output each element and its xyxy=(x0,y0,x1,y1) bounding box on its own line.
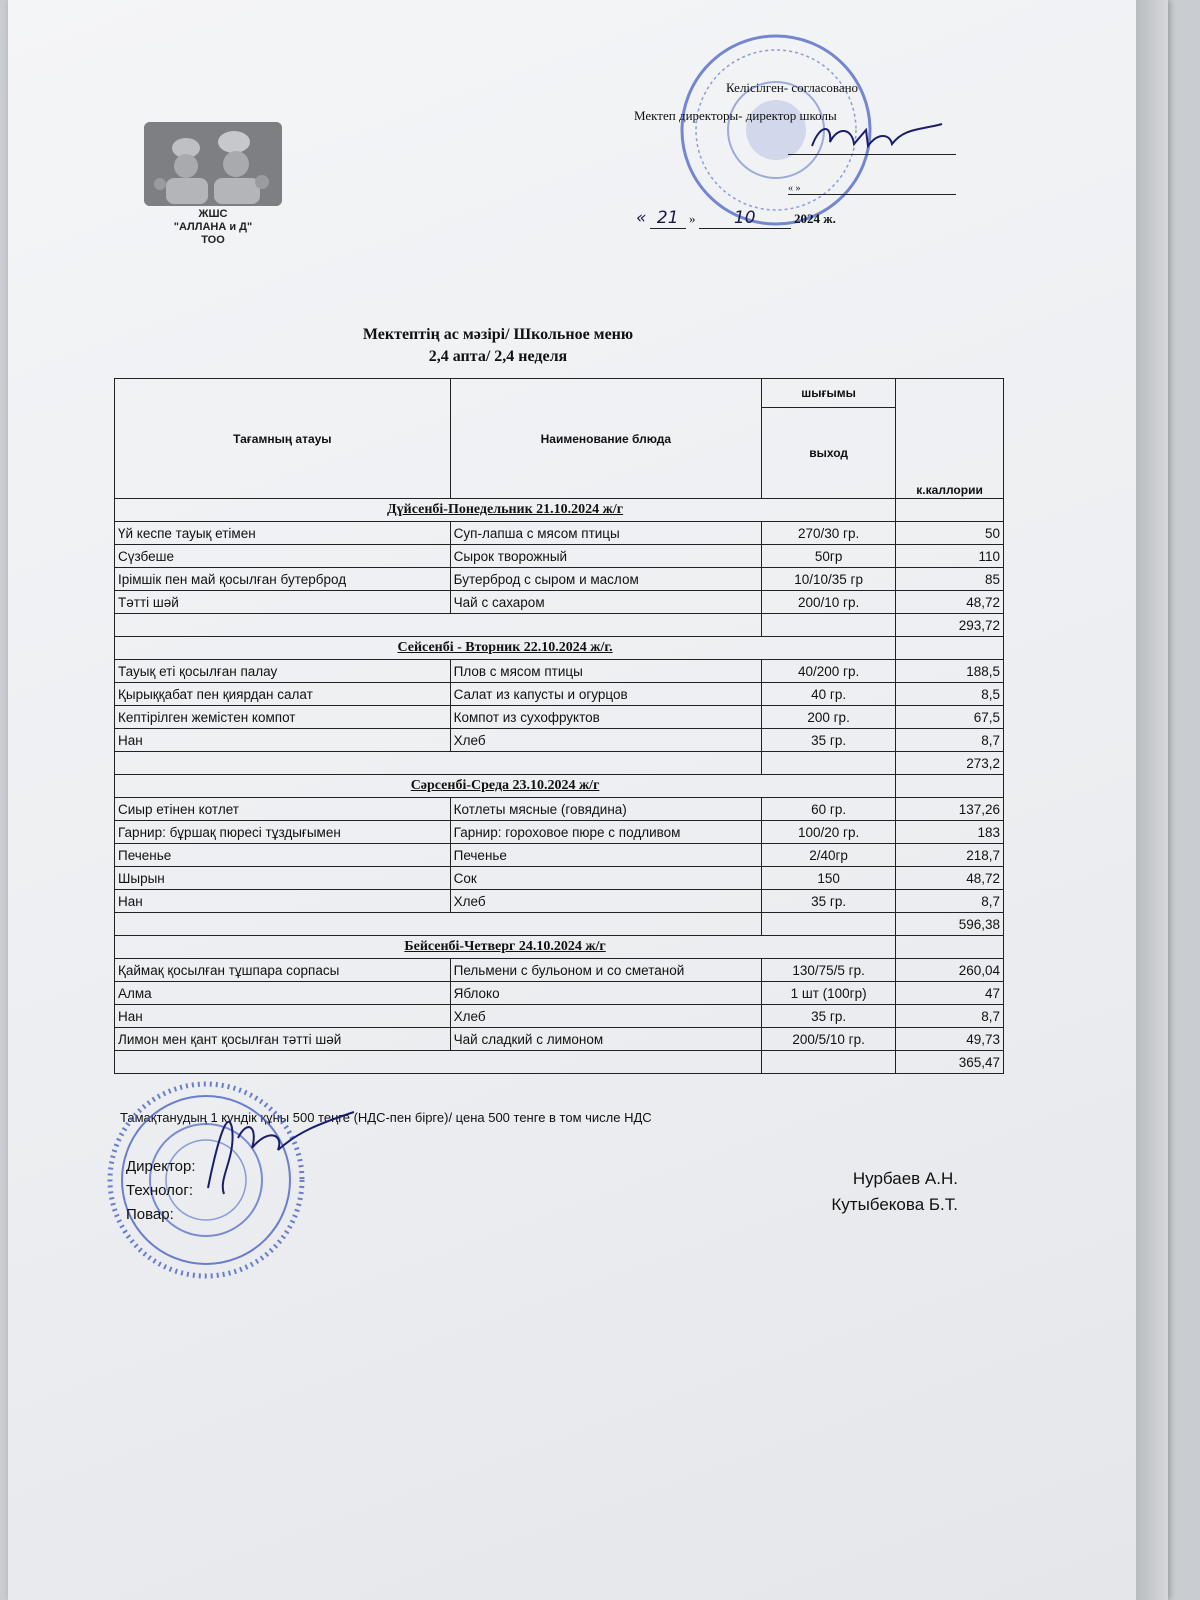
dish-calories: 48,72 xyxy=(896,867,1004,890)
dish-calories: 218,7 xyxy=(896,844,1004,867)
title-line-1: Мектептің ас мәзірі/ Школьное меню xyxy=(362,326,634,343)
logo-line-2: "АЛЛАНА и Д" xyxy=(173,221,253,233)
dish-name-ru: Чай сладкий с лимоном xyxy=(450,1028,761,1051)
table-row xyxy=(115,959,1004,982)
dish-calories: 260,04 xyxy=(896,959,1004,982)
dish-calories: 48,72 xyxy=(896,591,1004,614)
day-title: Бейсенбі-Четверг 24.10.2024 ж/г xyxy=(115,936,896,959)
table-row xyxy=(115,798,1004,821)
dish-name-kz: Кептірілген жемістен компот xyxy=(115,706,451,729)
dish-name-ru: Хлеб xyxy=(450,890,761,913)
dish-portion: 200/5/10 гр. xyxy=(762,1028,896,1051)
dish-portion: 100/20 гр. xyxy=(762,821,896,844)
dish-name-kz: Ірімшік пен май қосылған бутерброд xyxy=(115,568,451,591)
table-row xyxy=(115,1005,1004,1028)
dish-portion: 130/75/5 гр. xyxy=(762,959,896,982)
company-logo xyxy=(138,122,288,247)
day-total-row xyxy=(115,752,1004,775)
date-mid-quote: » xyxy=(689,211,696,226)
dish-name-kz: Лимон мен қант қосылған тәтті шәй xyxy=(115,1028,451,1051)
day-title: Сейсенбі - Вторник 22.10.2024 ж/г. xyxy=(115,637,896,660)
dish-calories: 110 xyxy=(896,545,1004,568)
day-header-empty-cell xyxy=(896,637,1004,660)
dish-name-ru: Пельмени с бульоном и со сметаной xyxy=(450,959,761,982)
dish-calories: 50 xyxy=(896,522,1004,545)
dish-name-ru: Бутерброд с сыром и маслом xyxy=(450,568,761,591)
dish-name-kz: Сүзбеше xyxy=(115,545,451,568)
dish-name-ru: Компот из сухофруктов xyxy=(450,706,761,729)
total-empty-cell xyxy=(115,752,762,775)
day-total-calories: 596,38 xyxy=(896,913,1004,936)
day-header-row xyxy=(115,775,1004,798)
signer-roles xyxy=(126,1155,196,1227)
dish-portion: 1 шт (100гр) xyxy=(762,982,896,1005)
dish-portion: 10/10/35 гр xyxy=(762,568,896,591)
dish-name-kz: Қаймақ қосылған тұшпара сорпасы xyxy=(115,959,451,982)
logo-line-1: ЖШС xyxy=(198,208,228,220)
approval-date xyxy=(636,208,836,229)
dish-portion: 200 гр. xyxy=(762,706,896,729)
menu-table xyxy=(114,378,1004,1074)
day-total-row xyxy=(115,614,1004,637)
day-total-calories: 365,47 xyxy=(896,1051,1004,1074)
approval-signature-line xyxy=(788,146,956,155)
dish-name-kz: Шырын xyxy=(115,867,451,890)
table-row xyxy=(115,545,1004,568)
table-row xyxy=(115,591,1004,614)
date-open-quote: « xyxy=(636,208,647,228)
dish-portion: 200/10 гр. xyxy=(762,591,896,614)
dish-name-ru: Плов с мясом птицы xyxy=(450,660,761,683)
total-empty-cell xyxy=(762,752,896,775)
table-row xyxy=(115,982,1004,1005)
dish-calories: 8,7 xyxy=(896,890,1004,913)
approval-agreed-label: Келісілген- согласовано xyxy=(726,80,859,95)
role-director: Директор: xyxy=(126,1158,196,1175)
signer-names xyxy=(831,1166,958,1218)
chefs-icon xyxy=(144,122,282,206)
dish-name-ru: Салат из капусты и огурцов xyxy=(450,683,761,706)
header-out-kz: шығымы xyxy=(762,379,896,408)
dish-calories: 137,26 xyxy=(896,798,1004,821)
total-empty-cell xyxy=(762,1051,896,1074)
table-row xyxy=(115,568,1004,591)
date-year: 2024 ж. xyxy=(794,211,836,226)
day-header-row xyxy=(115,499,1004,522)
dish-calories: 188,5 xyxy=(896,660,1004,683)
dish-portion: 35 гр. xyxy=(762,1005,896,1028)
dish-name-kz: Гарнир: бұршақ пюресі тұздығымен xyxy=(115,821,451,844)
dish-portion: 35 гр. xyxy=(762,890,896,913)
dish-portion: 40/200 гр. xyxy=(762,660,896,683)
date-day: 21 xyxy=(650,208,686,229)
page-edge-shadow xyxy=(1136,0,1168,1600)
role-cook: Повар: xyxy=(126,1206,174,1223)
day-total-calories: 293,72 xyxy=(896,614,1004,637)
dish-name-kz: Нан xyxy=(115,1005,451,1028)
header-row xyxy=(115,379,1004,408)
header-ru: Наименование блюда xyxy=(450,379,761,499)
dish-name-ru: Хлеб xyxy=(450,1005,761,1028)
table-row xyxy=(115,522,1004,545)
approval-director-label: Мектеп директоры- директор школы xyxy=(634,108,837,123)
table-row xyxy=(115,729,1004,752)
day-total-row xyxy=(115,1051,1004,1074)
logo-image xyxy=(144,122,282,206)
header-kz: Тағамның атауы xyxy=(115,379,451,499)
approval-quotes-line: « » xyxy=(788,183,956,195)
day-header-empty-cell xyxy=(896,775,1004,798)
total-empty-cell xyxy=(115,913,762,936)
document-title xyxy=(248,324,748,368)
day-total-row xyxy=(115,913,1004,936)
dish-portion: 60 гр. xyxy=(762,798,896,821)
day-header-row xyxy=(115,936,1004,959)
dish-name-ru: Суп-лапша с мясом птицы xyxy=(450,522,761,545)
dish-name-kz: Алма xyxy=(115,982,451,1005)
dish-portion: 35 гр. xyxy=(762,729,896,752)
handwritten-signature-icon xyxy=(808,120,948,154)
day-header-row xyxy=(115,637,1004,660)
dish-calories: 85 xyxy=(896,568,1004,591)
dish-calories: 8,7 xyxy=(896,729,1004,752)
dish-name-ru: Сок xyxy=(450,867,761,890)
table-row xyxy=(115,844,1004,867)
dish-calories: 8,7 xyxy=(896,1005,1004,1028)
dish-name-ru: Хлеб xyxy=(450,729,761,752)
name-director: Нурбаев А.Н. xyxy=(852,1169,958,1188)
dish-name-kz: Нан xyxy=(115,729,451,752)
dish-name-ru: Гарнир: гороховое пюре с подливом xyxy=(450,821,761,844)
dish-portion: 270/30 гр. xyxy=(762,522,896,545)
day-title: Сәрсенбі-Среда 23.10.2024 ж/г xyxy=(115,775,896,798)
dish-name-kz: Сиыр етінен котлет xyxy=(115,798,451,821)
dish-name-kz: Үй кеспе тауық етімен xyxy=(115,522,451,545)
dish-calories: 67,5 xyxy=(896,706,1004,729)
total-empty-cell xyxy=(762,913,896,936)
document-page xyxy=(8,0,1168,1600)
logo-line-3: ТОО xyxy=(201,234,225,246)
dish-calories: 47 xyxy=(896,982,1004,1005)
table-row xyxy=(115,706,1004,729)
dish-portion: 50гр xyxy=(762,545,896,568)
dish-calories: 8,5 xyxy=(896,683,1004,706)
table-row xyxy=(115,1028,1004,1051)
dish-name-ru: Сырок творожный xyxy=(450,545,761,568)
total-empty-cell xyxy=(115,614,762,637)
table-row xyxy=(115,660,1004,683)
menu-table-body xyxy=(115,499,1004,1074)
day-header-empty-cell xyxy=(896,499,1004,522)
table-row xyxy=(115,890,1004,913)
dish-name-kz: Печенье xyxy=(115,844,451,867)
table-row xyxy=(115,683,1004,706)
dish-name-ru: Печенье xyxy=(450,844,761,867)
total-empty-cell xyxy=(762,614,896,637)
day-title: Дүйсенбі-Понедельник 21.10.2024 ж/г xyxy=(115,499,896,522)
dish-name-ru: Котлеты мясные (говядина) xyxy=(450,798,761,821)
dish-portion: 150 xyxy=(762,867,896,890)
dish-name-kz: Қырыққабат пен қиярдан салат xyxy=(115,683,451,706)
total-empty-cell xyxy=(115,1051,762,1074)
dish-portion: 2/40гр xyxy=(762,844,896,867)
role-technologist: Технолог: xyxy=(126,1182,194,1199)
dish-name-ru: Чай с сахаром xyxy=(450,591,761,614)
price-note: Тамақтанудың 1 күндік құны 500 теңге (НДС-пен бірге)/ цена 500 тенге в том числе НДС xyxy=(120,1110,652,1125)
dish-name-kz: Нан xyxy=(115,890,451,913)
name-technologist: Кутыбекова Б.Т. xyxy=(831,1195,958,1214)
header-cal: к.каллории xyxy=(896,379,1004,499)
dish-calories: 183 xyxy=(896,821,1004,844)
dish-portion: 40 гр. xyxy=(762,683,896,706)
dish-calories: 49,73 xyxy=(896,1028,1004,1051)
table-row xyxy=(115,867,1004,890)
dish-name-kz: Тауық еті қосылған палау xyxy=(115,660,451,683)
table-row xyxy=(115,821,1004,844)
date-month: 10 xyxy=(699,208,791,229)
header-out-ru: выход xyxy=(762,408,896,499)
day-header-empty-cell xyxy=(896,936,1004,959)
dish-name-ru: Яблоко xyxy=(450,982,761,1005)
title-line-2: 2,4 апта/ 2,4 неделя xyxy=(428,348,568,365)
dish-name-kz: Тәтті шәй xyxy=(115,591,451,614)
day-total-calories: 273,2 xyxy=(896,752,1004,775)
